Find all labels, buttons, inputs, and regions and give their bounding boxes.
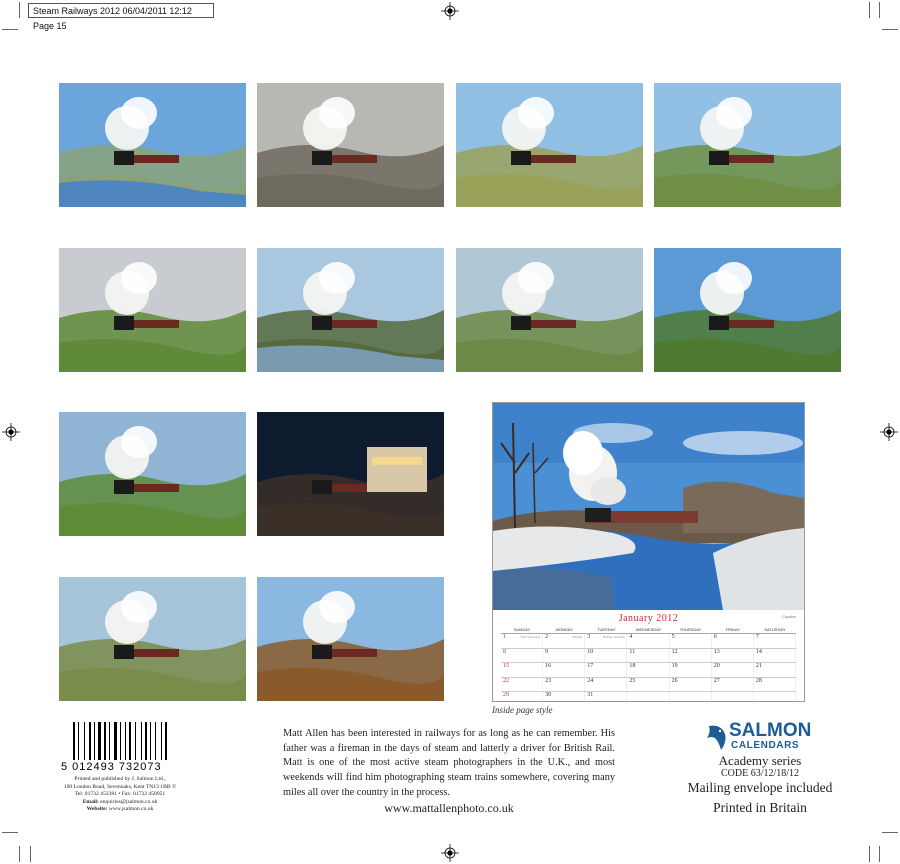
barcode-bar: [141, 722, 142, 760]
barcode-bar: [98, 722, 101, 760]
calendar-date: 12: [671, 648, 678, 655]
barcode-bar: [89, 722, 91, 760]
calendar-date: 25: [629, 677, 636, 684]
calendar-holiday-note: Holiday: [572, 635, 583, 639]
barcode-bar: [94, 722, 95, 760]
calendar-day-cell: [627, 692, 669, 702]
registration-mark-icon: [441, 2, 459, 20]
crop-mark: [2, 29, 18, 30]
day-header: SUNDAY: [513, 627, 531, 632]
calendar-day-cell: [712, 649, 754, 663]
calendar-day-headers: [501, 627, 796, 634]
calendar-week-row: [501, 678, 796, 693]
calendar-date: 21: [755, 663, 762, 670]
calendar-thumbnail: [257, 83, 444, 207]
calendar-date: 1: [503, 634, 506, 640]
calendar-date: 29: [503, 692, 509, 699]
calendar-day-cell: [670, 649, 712, 663]
day-header: MONDAY: [555, 627, 573, 632]
calendar-day-cell: [543, 649, 585, 663]
print-slug: Steam Railways 2012 06/04/2011 12:12 Page 15: [28, 3, 214, 18]
calendar-date: 30: [545, 692, 552, 699]
barcode-bar: [111, 722, 113, 760]
calendar-date: 7: [755, 634, 759, 640]
publisher-phone: Tel: 01732 452381 • Fax: 01732 450951: [74, 791, 166, 797]
calendar-date: 11: [629, 648, 636, 655]
calendar-day-cell: [627, 649, 669, 663]
calendar-grid: [501, 627, 796, 702]
calendar-day-cell: [627, 634, 669, 648]
barcode-bar: [73, 722, 75, 760]
calendar-day-cell: [543, 663, 585, 677]
barcode-bar: [80, 722, 83, 760]
barcode-digits: 5 012493 732073: [61, 761, 162, 773]
photographer-website: www.mattallenphoto.co.uk: [384, 801, 514, 815]
calendar-date: 16: [545, 663, 552, 670]
calendar-day-cell: [670, 634, 712, 648]
barcode-bar: [104, 722, 106, 760]
day-header: FRIDAY: [725, 627, 740, 632]
crop-mark: [882, 29, 898, 30]
calendar-day-cell: [543, 678, 585, 692]
barcode-bar: [137, 722, 140, 760]
barcode-bar: [165, 722, 167, 760]
calendar-holiday-note: Holiday, Scotland: [602, 635, 625, 639]
calendar-week-row: [501, 692, 796, 702]
brand-subname: CALENDARS: [731, 740, 800, 751]
calendar-day-cell: [712, 678, 754, 692]
barcode-bar: [122, 722, 124, 760]
calendar-date: 8: [503, 648, 506, 655]
day-header: WEDNESDAY: [635, 627, 662, 632]
barcode-bar: [102, 722, 103, 760]
calendar-week-row: [501, 634, 796, 649]
product-code: CODE 63/12/18/12: [720, 768, 800, 779]
calendar-day-cell: [501, 663, 543, 677]
calendar-day-cell: [585, 649, 627, 663]
publisher-email: Email: enquiries@jsalmon.co.uk: [82, 798, 158, 805]
calendar-date: 13: [713, 648, 720, 655]
salmon-fish-icon: [705, 722, 729, 752]
calendar-day-cell: [627, 663, 669, 677]
publisher-address: 100 London Road, Sevenoaks, Kent TN13 1BB ©: [63, 783, 177, 790]
printed-note: Printed in Britain: [713, 800, 807, 815]
calendar-day-cell: [670, 692, 712, 702]
barcode-bar: [114, 722, 117, 760]
calendar-date: 23: [545, 677, 552, 684]
crop-mark: [2, 832, 18, 833]
calendar-date: 15: [503, 663, 509, 670]
calendar-day-cell: [585, 663, 627, 677]
calendar-date: 18: [629, 663, 636, 670]
calendar-date: 9: [545, 648, 549, 655]
calendar-thumbnail: [59, 412, 246, 536]
calendar-thumbnail: [257, 412, 444, 536]
barcode-bar: [155, 722, 156, 760]
calendar-date: 20: [713, 663, 720, 670]
barcode-bar: [163, 722, 164, 760]
barcode-bar: [78, 722, 79, 760]
day-header: TUESDAY: [597, 627, 616, 632]
barcode-bar: [127, 722, 128, 760]
barcode-bar: [109, 722, 110, 760]
calendar-holiday-note: New Year's Day: [520, 635, 541, 639]
calendar-date: 28: [755, 677, 762, 684]
barcode-bar: [86, 722, 88, 760]
publisher-website: Website: www.jsalmon.co.uk: [86, 806, 154, 812]
calendar-day-cell: [501, 634, 543, 648]
barcode-bar: [84, 722, 85, 760]
barcode-bar: [148, 722, 149, 760]
calendar-thumbnail: [456, 83, 643, 207]
barcode-bars: [73, 722, 187, 760]
barcode-bar: [118, 722, 119, 760]
crop-mark: [19, 2, 20, 18]
barcode-bar: [145, 722, 147, 760]
crop-mark: [869, 846, 870, 862]
barcode-bar: [135, 722, 136, 760]
barcode: [57, 722, 187, 772]
preview-caption: Inside page style: [492, 705, 553, 715]
calendar-date: 17: [587, 663, 594, 670]
calendar-day-cell: [754, 692, 796, 702]
calendar-date: 3: [587, 634, 591, 640]
calendar-day-cell: [754, 634, 796, 648]
inside-page-photo: [493, 403, 804, 610]
calendar-day-cell: [754, 663, 796, 677]
barcode-bar: [132, 722, 134, 760]
calendar-thumbnail: [59, 248, 246, 372]
registration-mark-icon: [880, 423, 898, 441]
calendar-date: 14: [755, 648, 762, 655]
calendar-day-cell: [670, 663, 712, 677]
calendar-week-row: [501, 663, 796, 678]
calendar-day-cell: [501, 692, 543, 702]
series-name: Academy series: [718, 753, 802, 768]
calendar-thumbnail: [59, 83, 246, 207]
calendar-date: 2: [545, 634, 549, 640]
barcode-bar: [120, 722, 121, 760]
barcode-bar: [157, 722, 160, 760]
calendar-day-cell: [627, 678, 669, 692]
crop-mark: [879, 846, 880, 862]
calendar-day-cell: [543, 634, 585, 648]
calendar-thumbnail: [456, 248, 643, 372]
calendar-corner-label: Caption: [782, 614, 796, 619]
day-header: THURSDAY: [679, 627, 702, 632]
barcode-bar: [125, 722, 126, 760]
crop-mark: [879, 2, 880, 18]
crop-mark: [19, 846, 20, 862]
barcode-bar: [150, 722, 151, 760]
calendar-date: 10: [587, 648, 594, 655]
inside-page-preview: [492, 402, 805, 702]
calendar-week-row: [501, 649, 796, 664]
calendar-date: 22: [503, 677, 509, 684]
crop-mark: [869, 2, 870, 18]
calendar-day-cell: [712, 663, 754, 677]
barcode-bar: [96, 722, 97, 760]
calendar-month-title: January 2012: [618, 613, 679, 624]
calendar-thumbnail: [654, 248, 841, 372]
calendar-date: 31: [587, 692, 594, 699]
calendar-day-cell: [712, 634, 754, 648]
calendar-date: 5: [671, 634, 675, 640]
calendar-day-cell: [543, 692, 585, 702]
calendar-thumbnail: [257, 248, 444, 372]
barcode-bar: [92, 722, 93, 760]
calendar-date: 26: [671, 677, 678, 684]
calendar-day-cell: [754, 649, 796, 663]
registration-mark-icon: [441, 844, 459, 862]
calendar-day-cell: [585, 692, 627, 702]
barcode-bar: [129, 722, 131, 760]
barcode-bar: [161, 722, 162, 760]
calendar-thumbnail: [257, 577, 444, 701]
barcode-bar: [143, 722, 144, 760]
calendar-date: 6: [713, 634, 717, 640]
publisher-line: Printed and published by J. Salmon Ltd.,: [74, 776, 166, 782]
calendar-date: 24: [587, 677, 594, 684]
calendar-day-cell: [670, 678, 712, 692]
day-header: SATURDAY: [764, 627, 786, 632]
calendar-thumbnail: [654, 83, 841, 207]
salmon-calendars-logo: [705, 720, 815, 754]
publisher-info: [45, 776, 195, 814]
calendar-day-cell: [501, 649, 543, 663]
calendar-day-cell: [585, 634, 627, 648]
photographer-bio: Matt Allen has been interested in railways for as long as he can remember. His father was a fireman in the days of steam and latterly a driver for British Rail. Matt is one of the most active steam photographers in the U.K., and most weekends will find him photographing steam trains somewhere, covering many miles all over the country in the process.: [283, 728, 615, 798]
calendar-day-cell: [754, 678, 796, 692]
calendar-date: 19: [671, 663, 678, 670]
barcode-bar: [152, 722, 154, 760]
calendar-date: 4: [629, 634, 633, 640]
calendar-day-cell: [712, 692, 754, 702]
crop-mark: [882, 832, 898, 833]
registration-mark-icon: [2, 423, 20, 441]
calendar-day-cell: [501, 678, 543, 692]
barcode-bar: [107, 722, 108, 760]
calendar-date: 27: [713, 677, 720, 684]
brand-name: SALMON: [729, 720, 812, 741]
mailing-note: Mailing envelope included: [687, 780, 833, 795]
calendar-day-cell: [585, 678, 627, 692]
calendar-thumbnail: [59, 577, 246, 701]
crop-mark: [30, 846, 31, 862]
barcode-bar: [76, 722, 77, 760]
